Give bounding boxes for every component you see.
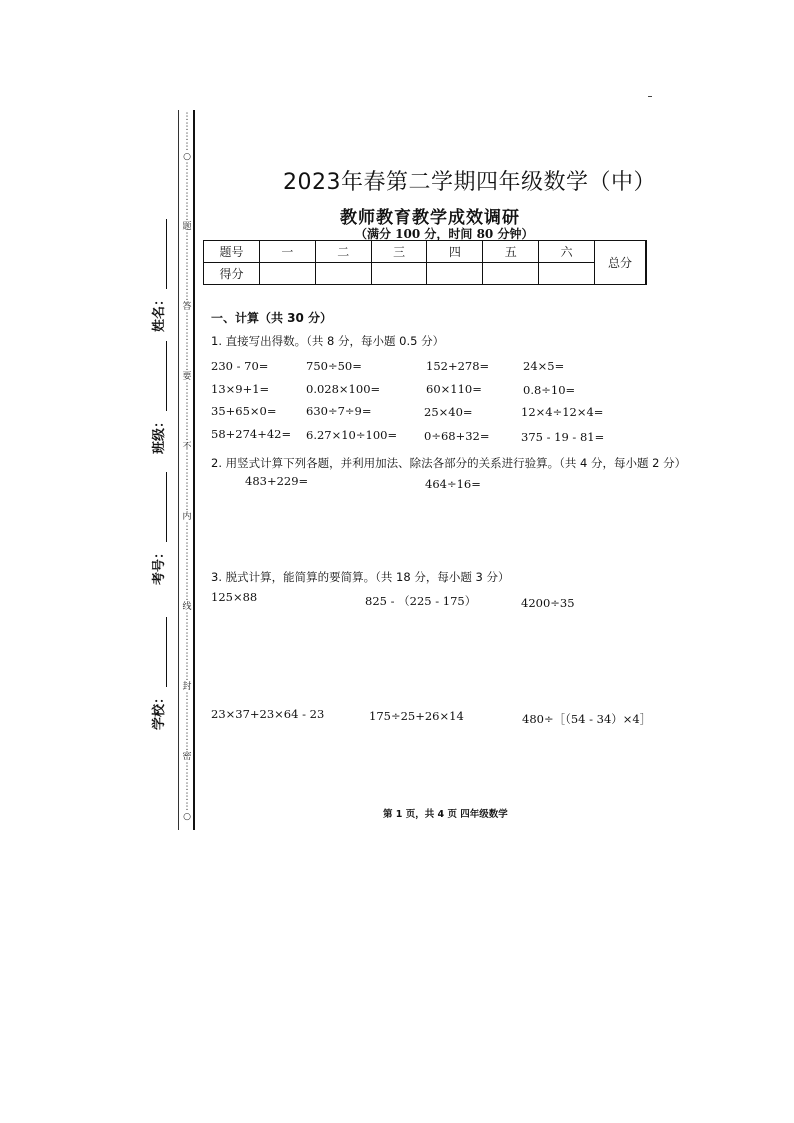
binding-dot: ⋮	[182, 692, 192, 702]
binding-dot: ⋮	[182, 572, 192, 582]
question-1-prompt: 1. 直接写出得数。（共 8 分，每小题 0.5 分）	[211, 334, 445, 348]
score-cell[interactable]	[371, 263, 427, 285]
binding-dot: ⋮	[182, 712, 192, 722]
binding-dot: ⋮	[182, 662, 192, 672]
score-label-cell: 得分	[204, 263, 260, 285]
binding-dot: ⋮	[182, 202, 192, 212]
score-cell[interactable]	[315, 263, 371, 285]
binding-mark: ○	[183, 152, 191, 162]
binding-dot: ⋮	[182, 762, 192, 772]
header-label-cell: 题号	[204, 241, 260, 263]
oral-calc-item: 35+65×0=	[211, 404, 277, 418]
score-cell[interactable]	[539, 263, 595, 285]
class-label: 班级：	[152, 414, 167, 454]
binding-dot: ⋮	[182, 262, 192, 272]
oral-calc-item: 25×40=	[424, 405, 473, 419]
oral-calc-item: 60×110=	[426, 382, 482, 396]
vertical-calc-item: 464÷16=	[425, 477, 481, 491]
binding-dot: ⋮	[182, 192, 192, 202]
binding-dot: ⋮	[182, 292, 192, 302]
binding-dot: ⋮	[182, 592, 192, 602]
score-cell[interactable]	[427, 263, 483, 285]
step-calc-item: 480÷［（54 - 34）×4］	[522, 712, 652, 726]
binding-mark: 题	[182, 222, 192, 232]
question-3-prompt: 3. 脱式计算，能简算的要简算。（共 18 分，每小题 3 分）	[211, 570, 510, 584]
binding-margin-line	[193, 110, 195, 830]
binding-dot: ⋮	[182, 362, 192, 372]
school-field[interactable]	[148, 617, 167, 730]
oral-calc-item: 152+278=	[426, 359, 490, 373]
score-table-header-row	[204, 241, 647, 263]
oral-calc-item: 6.27×10÷100=	[306, 428, 398, 442]
oral-calc-item: 375 - 19 - 81=	[521, 430, 605, 444]
column-header: 五	[483, 241, 539, 263]
binding-dot: ⋮	[182, 332, 192, 342]
binding-dot: ⋮	[182, 532, 192, 542]
binding-dot: ⋮	[182, 502, 192, 512]
binding-dot: ⋮	[182, 462, 192, 472]
column-header: 三	[371, 241, 427, 263]
binding-dot: ⋮	[182, 182, 192, 192]
binding-dot: ⋮	[182, 132, 192, 142]
binding-dot: ⋮	[182, 732, 192, 742]
binding-dot: ⋮	[182, 432, 192, 442]
binding-dot: ⋮	[182, 242, 192, 252]
oral-calc-item: 0÷68+32=	[424, 429, 490, 443]
column-header: 六	[539, 241, 595, 263]
exam-number-blank[interactable]	[154, 472, 167, 542]
binding-dotted-line	[182, 112, 192, 828]
page-subtitle: 教师教育教学成效调研	[340, 208, 520, 228]
binding-dot: ⋮	[182, 342, 192, 352]
exam-info: （满分 100 分，时间 80 分钟）	[355, 227, 534, 241]
binding-dot: ⋮	[182, 522, 192, 532]
page-footer: 第 1 页，共 4 页 四年级数学	[383, 809, 508, 820]
binding-dot: ⋮	[182, 322, 192, 332]
oral-calc-item: 24×5=	[523, 359, 565, 373]
binding-mark: 答	[182, 302, 192, 312]
binding-dot: ⋮	[182, 482, 192, 492]
binding-dot: ⋮	[182, 172, 192, 182]
binding-dot: ⋮	[182, 792, 192, 802]
column-header: 一	[260, 241, 316, 263]
binding-dot: ⋮	[182, 542, 192, 552]
binding-dot: ⋮	[182, 402, 192, 412]
class-field[interactable]	[148, 341, 167, 454]
binding-dot: ⋮	[182, 352, 192, 362]
binding-dot: ⋮	[182, 392, 192, 402]
binding-dot: ⋮	[182, 272, 192, 282]
score-cell[interactable]	[260, 263, 316, 285]
binding-dot: ⋮	[182, 642, 192, 652]
binding-dot: ⋮	[182, 112, 192, 122]
binding-dot: ⋮	[182, 162, 192, 172]
school-blank[interactable]	[154, 617, 167, 687]
binding-dot: ⋮	[182, 612, 192, 622]
binding-dot: ⋮	[182, 672, 192, 682]
binding-dot: ⋮	[182, 552, 192, 562]
binding-dot: ⋮	[182, 582, 192, 592]
score-cell[interactable]	[483, 263, 539, 285]
oral-calc-item: 630÷7÷9=	[306, 404, 372, 418]
column-header: 四	[427, 241, 483, 263]
binding-mark: 要	[182, 372, 192, 382]
page-title: 2023年春第二学期四年级数学（中）	[283, 170, 656, 195]
oral-calc-item: 12×4÷12×4=	[521, 405, 604, 419]
binding-mark: ○	[183, 812, 191, 822]
binding-dot: ⋮	[182, 282, 192, 292]
corner-mark	[648, 96, 652, 97]
step-calc-item: 4200÷35	[521, 596, 575, 610]
binding-mark: 线	[182, 602, 192, 612]
step-calc-item: 825 - （225 - 175）	[365, 594, 477, 608]
oral-calc-item: 230 - 70=	[211, 359, 269, 373]
binding-mark: 不	[182, 442, 192, 452]
name-field[interactable]	[148, 219, 167, 332]
step-calc-item: 125×88	[211, 590, 258, 604]
binding-dot: ⋮	[182, 382, 192, 392]
binding-dot: ⋮	[182, 742, 192, 752]
binding-dot: ⋮	[182, 212, 192, 222]
oral-calc-item: 58+274+42=	[211, 427, 292, 441]
exam-number-field[interactable]	[148, 472, 167, 585]
binding-dot: ⋮	[182, 252, 192, 262]
oral-calc-item: 13×9+1=	[211, 382, 270, 396]
column-header: 二	[315, 241, 371, 263]
binding-dot: ⋮	[182, 802, 192, 812]
binding-dot: ⋮	[182, 772, 192, 782]
class-blank[interactable]	[154, 341, 167, 411]
binding-dot: ⋮	[182, 412, 192, 422]
binding-mark: 内	[182, 512, 192, 522]
oral-calc-item: 0.8÷10=	[523, 383, 576, 397]
step-calc-item: 175÷25+26×14	[369, 709, 464, 723]
question-2-prompt: 2. 用竖式计算下列各题，并利用加法、除法各部分的关系进行验算。（共 4 分，每小题 2 分）	[211, 456, 687, 470]
binding-dot: ⋮	[182, 472, 192, 482]
binding-dot: ⋮	[182, 562, 192, 572]
binding-dot: ⋮	[182, 722, 192, 732]
binding-dot: ⋮	[182, 312, 192, 322]
oral-calc-item: 750÷50=	[306, 359, 362, 373]
school-label: 学校：	[152, 690, 167, 730]
name-label: 姓名：	[152, 292, 167, 332]
total-score-cell[interactable]: 总分	[595, 241, 647, 285]
binding-dot: ⋮	[182, 622, 192, 632]
binding-dot: ⋮	[182, 452, 192, 462]
binding-dot: ⋮	[182, 782, 192, 792]
name-blank[interactable]	[154, 219, 167, 289]
binding-dot: ⋮	[182, 652, 192, 662]
score-table-score-row	[204, 263, 647, 285]
step-calc-item: 23×37+23×64 - 23	[211, 707, 325, 721]
exam-number-label: 考号：	[152, 545, 167, 585]
binding-dot: ⋮	[182, 122, 192, 132]
binding-dot: ⋮	[182, 142, 192, 152]
binding-mark: 密	[182, 752, 192, 762]
binding-dot: ⋮	[182, 422, 192, 432]
vertical-calc-item: 483+229=	[245, 474, 309, 488]
section-heading: 一、计算（共 30 分）	[211, 311, 333, 325]
oral-calc-item: 0.028×100=	[306, 382, 381, 396]
binding-dot: ⋮	[182, 492, 192, 502]
binding-mark: 封	[182, 682, 192, 692]
binding-dot: ⋮	[182, 702, 192, 712]
binding-margin-outer-line	[178, 110, 179, 830]
score-table	[203, 240, 647, 285]
binding-dot: ⋮	[182, 232, 192, 242]
binding-dot: ⋮	[182, 632, 192, 642]
